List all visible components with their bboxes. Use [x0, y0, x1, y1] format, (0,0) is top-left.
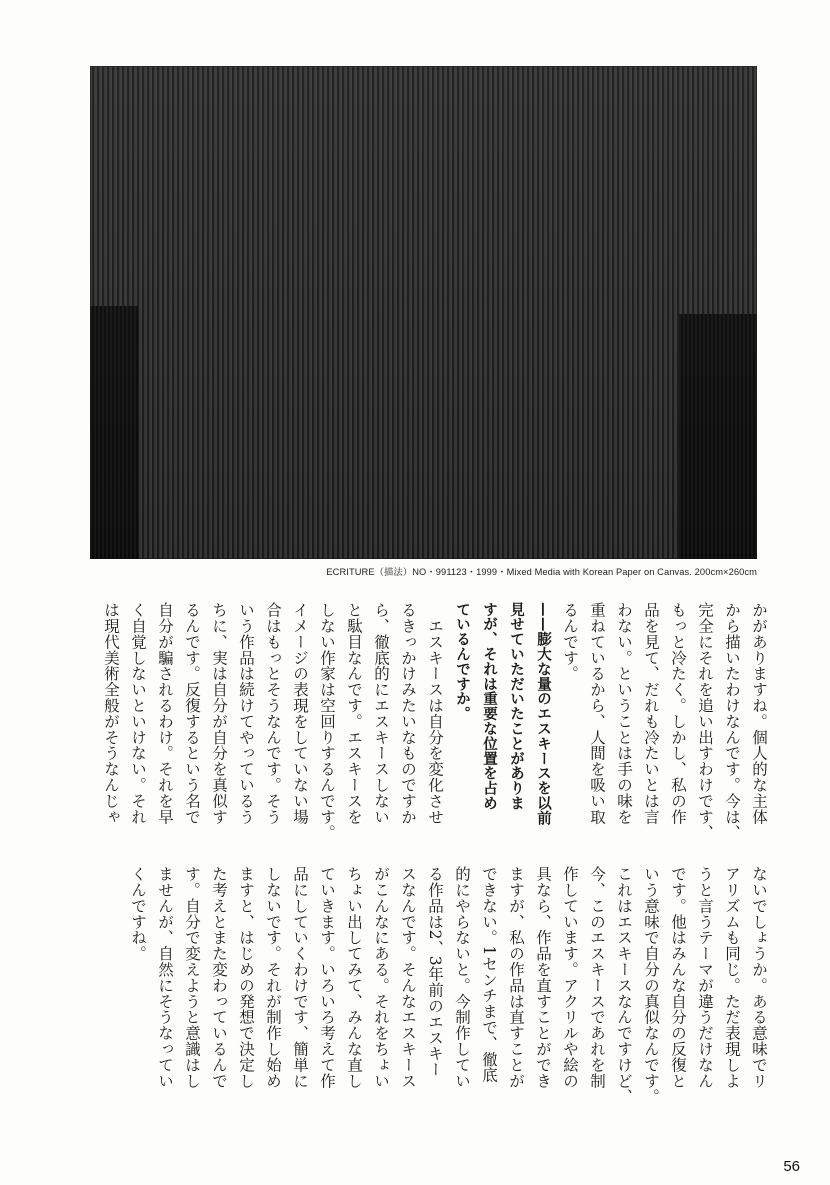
text-column: るきっかけみたいなものですか [399, 602, 417, 825]
text-column: いう作品は続けてやっているう [237, 602, 255, 825]
page-number: 56 [783, 1158, 800, 1175]
text-column: できない。1センチまで、徹底 [480, 866, 498, 1083]
text-column: です。他はみんな自分の反復と [669, 866, 687, 1089]
text-column: スなんです。そんなエスキース [399, 866, 417, 1089]
text-column: ちに、実は自分が自分を真似す [210, 602, 228, 825]
text-column: ちょい出してみて、みんな直し [345, 866, 363, 1089]
text-column: から描いたわけなんです。今は、 [723, 602, 741, 841]
text-column: 作しています。アクリルや絵の [561, 866, 579, 1089]
text-column: もっと冷たく。しかし、私の作 [669, 602, 687, 825]
text-column: わない。ということは手の味を [615, 602, 633, 825]
text-column: る作品は2、3年前のエスキー [426, 866, 444, 1078]
text-column: ないでしょうか。ある意味でリ [750, 866, 768, 1089]
text-column: これはエスキースなんですけど、 [615, 866, 633, 1105]
article-text-upper-tier [62, 602, 772, 856]
interview-question-line: 見せていただいたことがありま [508, 602, 524, 811]
interview-question-line: ——膨大な量のエスキースを以前 [535, 602, 551, 826]
text-column: と駄目なんです。エスキースを [345, 602, 363, 825]
text-column: ていきます。いろいろ考えて作 [318, 866, 336, 1089]
text-column: しない作家は空回りするんです。 [318, 602, 336, 841]
text-column: 自分が騙されるわけ。それを早 [156, 602, 174, 825]
text-column: 完全にそれを追い出すわけです、 [696, 602, 714, 841]
text-column: す。自分で変えようと意識はし [183, 866, 201, 1089]
artwork-photo [90, 66, 757, 559]
text-column: は現代美術全般がそうなんじゃ [102, 602, 120, 825]
text-column: ら、徹底的にエスキースしない [372, 602, 390, 825]
interview-question-line: ているんですか。 [454, 602, 470, 722]
text-column: うと言うテーマが違うだけなん [696, 866, 714, 1089]
text-column: るんです。反復するという名で [183, 602, 201, 825]
text-column: 今、このエスキースであれを制 [588, 866, 606, 1089]
text-column: 品を見て、だれも冷たいとは言 [642, 602, 660, 825]
text-column: た考えとまた変わっているんで [210, 866, 228, 1089]
interview-question-line: すが、それは重要な位置を占め [481, 602, 497, 811]
text-column: エスキースは自分を変化させ [426, 602, 444, 825]
article-text-lower-tier [62, 866, 772, 1120]
text-column: ますと、はじめの発想で決定し [237, 866, 255, 1089]
text-column: 具なら、作品を直すことができ [534, 866, 552, 1089]
text-column: がこんなにある。それをちょい [372, 866, 390, 1089]
artwork-dark-panel-right [679, 314, 757, 559]
text-column: るんです。 [561, 602, 579, 682]
text-column: 的にやらないと。今制作してい [453, 866, 471, 1089]
text-column: イメージの表現をしていない場 [291, 602, 309, 825]
text-column: くんですね。 [129, 866, 147, 962]
artwork-dark-panel-left [90, 306, 139, 559]
text-column: しないです。それが制作し始め [264, 866, 282, 1089]
text-column: く自覚しないといけない。それ [129, 602, 147, 825]
text-column: ますが、私の作品は直すことが [507, 866, 525, 1089]
text-column: 合はもっとそうなんです。そう [264, 602, 282, 825]
text-column: かがありますね。個人的な主体 [750, 602, 768, 825]
text-column: アリズムも同じ。ただ表現しよ [723, 866, 741, 1089]
text-column: いう意味で自分の真似なんです。 [642, 866, 660, 1105]
text-column: ませんが、自然にそうなってい [156, 866, 174, 1089]
text-column: 重ねているから、人間を吸い取 [588, 602, 606, 825]
text-column: 品にしていくわけです、簡単に [291, 866, 309, 1089]
artwork-caption: ECRITURE（描法）NO・991123・1999・Mixed Media with Korean Paper on Canvas. 200cm×260cm [326, 567, 757, 577]
